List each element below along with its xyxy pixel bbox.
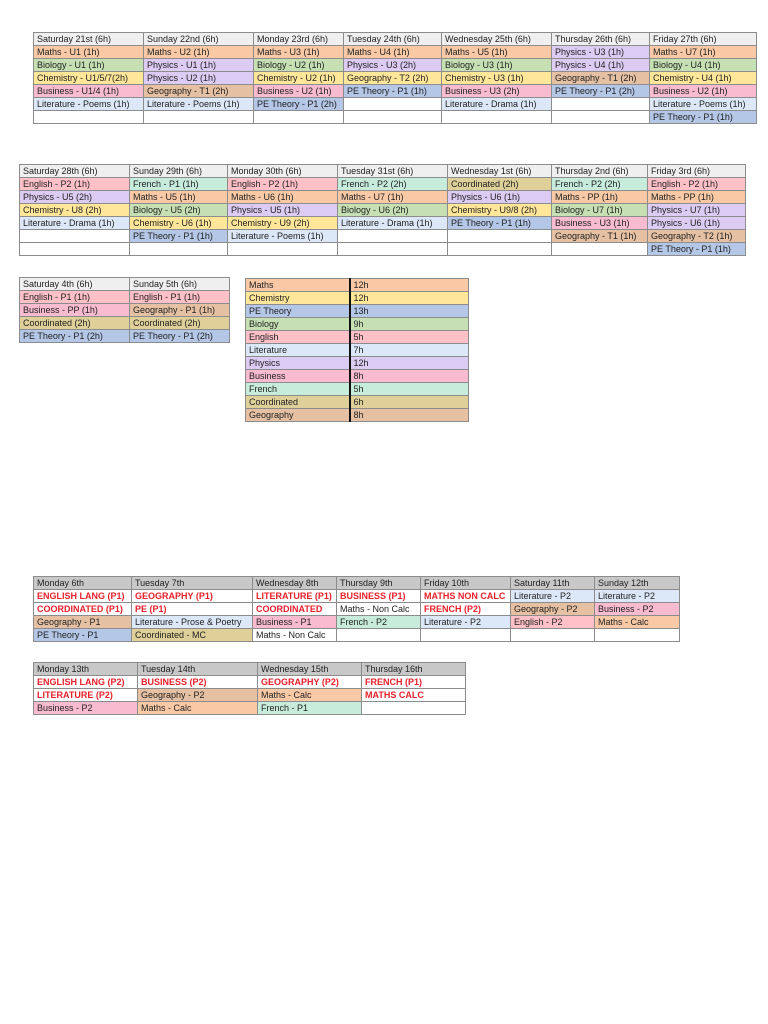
subject-hours: 9h [350, 318, 469, 331]
subject-hours: 8h [350, 409, 469, 422]
schedule-cell: Literature - Prose & Poetry [132, 616, 253, 629]
schedule-cell [362, 702, 466, 715]
day-header: Thursday 9th [337, 577, 421, 590]
schedule-cell [338, 243, 448, 256]
schedule-cell [595, 629, 680, 642]
table-row [20, 291, 230, 304]
day-header: Monday 23rd (6h) [254, 33, 344, 46]
summary-row [246, 344, 469, 357]
schedule-cell: Chemistry - U8 (2h) [20, 204, 130, 217]
day-header: Sunday 22nd (6h) [144, 33, 254, 46]
schedule-cell: Chemistry - U9 (2h) [228, 217, 338, 230]
table-row [20, 191, 746, 204]
header-row [34, 33, 757, 46]
schedule-cell: Maths - Calc [595, 616, 680, 629]
schedule-cell: Maths - U4 (1h) [344, 46, 442, 59]
subject-name: Business [246, 370, 350, 383]
schedule-cell: Literature - Poems (1h) [144, 98, 254, 111]
week3-revision-table [19, 277, 230, 343]
schedule-cell: Maths - U2 (1h) [144, 46, 254, 59]
subject-hours: 13h [350, 305, 469, 318]
schedule-cell: Coordinated - MC [132, 629, 253, 642]
schedule-cell: Biology - U6 (2h) [338, 204, 448, 217]
day-header: Friday 27th (6h) [650, 33, 757, 46]
subject-hours: 5h [350, 383, 469, 396]
table-row [20, 330, 230, 343]
summary-row [246, 370, 469, 383]
schedule-cell: English - P2 (1h) [228, 178, 338, 191]
schedule-cell: PE Theory - P1 [34, 629, 132, 642]
schedule-cell: Chemistry - U3 (1h) [442, 72, 552, 85]
table-row [20, 204, 746, 217]
schedule-cell: PE Theory - P1 (2h) [20, 330, 130, 343]
schedule-cell: BUSINESS (P1) [337, 590, 421, 603]
schedule-cell: French - P2 [337, 616, 421, 629]
schedule-cell: GEOGRAPHY (P2) [258, 676, 362, 689]
table-row [34, 46, 757, 59]
day-header: Monday 30th (6h) [228, 165, 338, 178]
day-header: Saturday 11th [511, 577, 595, 590]
header-row [34, 577, 680, 590]
day-header: Monday 13th [34, 663, 138, 676]
subject-hours: 7h [350, 344, 469, 357]
summary-row [246, 305, 469, 318]
schedule-cell: Geography - P2 [138, 689, 258, 702]
schedule-cell: PE Theory - P1 (2h) [130, 330, 230, 343]
subject-name: Maths [246, 279, 350, 292]
schedule-cell: Business - P1 [253, 616, 337, 629]
subject-hours-summary [245, 278, 469, 422]
schedule-cell: Literature - Poems (1h) [228, 230, 338, 243]
schedule-cell: Literature - Drama (1h) [338, 217, 448, 230]
schedule-cell [228, 243, 338, 256]
schedule-cell [344, 111, 442, 124]
day-header: Sunday 29th (6h) [130, 165, 228, 178]
header-row [20, 278, 230, 291]
schedule-cell: MATHS NON CALC [421, 590, 511, 603]
day-header: Sunday 12th [595, 577, 680, 590]
schedule-cell: ENGLISH LANG (P1) [34, 590, 132, 603]
table-row [34, 603, 680, 616]
day-header: Friday 3rd (6h) [648, 165, 746, 178]
day-header: Thursday 26th (6h) [552, 33, 650, 46]
schedule-cell: Physics - U4 (1h) [552, 59, 650, 72]
schedule-cell: MATHS CALC [362, 689, 466, 702]
schedule-cell: Chemistry - U1/5/7(2h) [34, 72, 144, 85]
schedule-cell [337, 629, 421, 642]
header-row [20, 165, 746, 178]
schedule-cell: PE Theory - P1 (2h) [254, 98, 344, 111]
schedule-cell: French - P2 (2h) [338, 178, 448, 191]
schedule-cell: GEOGRAPHY (P1) [132, 590, 253, 603]
day-header: Wednesday 8th [253, 577, 337, 590]
subject-name: Biology [246, 318, 350, 331]
subject-name: French [246, 383, 350, 396]
schedule-cell: ENGLISH LANG (P2) [34, 676, 138, 689]
schedule-cell: Business - U3 (1h) [552, 217, 648, 230]
schedule-cell: French - P2 (2h) [552, 178, 648, 191]
schedule-cell: Literature - Poems (1h) [650, 98, 757, 111]
schedule-cell: Chemistry - U2 (1h) [254, 72, 344, 85]
schedule-cell [552, 98, 650, 111]
schedule-cell [34, 111, 144, 124]
table-row [34, 111, 757, 124]
table-row [20, 317, 230, 330]
schedule-cell: Chemistry - U9/8 (2h) [448, 204, 552, 217]
day-header: Tuesday 14th [138, 663, 258, 676]
schedule-cell: Maths - PP (1h) [648, 191, 746, 204]
day-header: Tuesday 24th (6h) [344, 33, 442, 46]
summary-row [246, 357, 469, 370]
schedule-cell: Maths - U5 (1h) [130, 191, 228, 204]
schedule-cell [254, 111, 344, 124]
schedule-cell: English - P2 (1h) [20, 178, 130, 191]
schedule-cell [448, 230, 552, 243]
schedule-cell: Maths - U7 (1h) [650, 46, 757, 59]
schedule-cell: LITERATURE (P1) [253, 590, 337, 603]
schedule-cell: PE Theory - P1 (1h) [344, 85, 442, 98]
table-row [20, 230, 746, 243]
schedule-cell: FRENCH (P2) [421, 603, 511, 616]
schedule-cell: Maths - Non Calc [253, 629, 337, 642]
schedule-cell: PE Theory - P1 (2h) [552, 85, 650, 98]
schedule-cell: Geography - T1 (1h) [552, 230, 648, 243]
summary-row [246, 383, 469, 396]
schedule-cell: LITERATURE (P2) [34, 689, 138, 702]
table-row [34, 629, 680, 642]
schedule-cell: Business - U3 (2h) [442, 85, 552, 98]
day-header: Saturday 28th (6h) [20, 165, 130, 178]
day-header: Sunday 5th (6h) [130, 278, 230, 291]
schedule-cell: Physics - U1 (1h) [144, 59, 254, 72]
schedule-cell: BUSINESS (P2) [138, 676, 258, 689]
schedule-cell: Geography - T2 (2h) [344, 72, 442, 85]
summary-row [246, 318, 469, 331]
summary-row [246, 279, 469, 292]
exam-schedule-week2 [33, 662, 466, 715]
summary-row [246, 292, 469, 305]
schedule-cell: PE (P1) [132, 603, 253, 616]
schedule-cell: PE Theory - P1 (1h) [648, 243, 746, 256]
schedule-cell: Physics - U5 (1h) [228, 204, 338, 217]
schedule-cell: Maths - PP (1h) [552, 191, 648, 204]
schedule-cell: Maths - U1 (1h) [34, 46, 144, 59]
schedule-cell: English - P2 (1h) [648, 178, 746, 191]
schedule-cell: French - P1 [258, 702, 362, 715]
subject-name: Chemistry [246, 292, 350, 305]
schedule-cell [144, 111, 254, 124]
schedule-cell: PE Theory - P1 (1h) [130, 230, 228, 243]
schedule-cell: Geography - P1 [34, 616, 132, 629]
schedule-cell [442, 111, 552, 124]
schedule-cell: COORDINATED (P1) [34, 603, 132, 616]
schedule-cell: Physics - U6 (1h) [648, 217, 746, 230]
schedule-cell: English - P1 (1h) [20, 291, 130, 304]
schedule-cell [552, 111, 650, 124]
schedule-cell: Geography - T1 (2h) [552, 72, 650, 85]
table-row [34, 616, 680, 629]
schedule-cell: Coordinated (2h) [130, 317, 230, 330]
table-row [20, 304, 230, 317]
schedule-cell: Physics - U5 (2h) [20, 191, 130, 204]
table-row [34, 72, 757, 85]
subject-name: PE Theory [246, 305, 350, 318]
day-header: Monday 6th [34, 577, 132, 590]
week2-revision-table [19, 164, 746, 256]
schedule-cell: FRENCH (P1) [362, 676, 466, 689]
summary-row [246, 409, 469, 422]
schedule-cell: Business - U2 (1h) [650, 85, 757, 98]
schedule-cell: Biology - U5 (2h) [130, 204, 228, 217]
schedule-cell: Maths - Non Calc [337, 603, 421, 616]
schedule-cell: Physics - U3 (1h) [552, 46, 650, 59]
subject-name: Coordinated [246, 396, 350, 409]
schedule-cell: Literature - P2 [595, 590, 680, 603]
schedule-cell: PE Theory - P1 (1h) [448, 217, 552, 230]
day-header: Tuesday 31st (6h) [338, 165, 448, 178]
subject-hours: 6h [350, 396, 469, 409]
schedule-cell: Literature - Poems (1h) [34, 98, 144, 111]
schedule-cell: Biology - U1 (1h) [34, 59, 144, 72]
schedule-cell: Literature - P2 [511, 590, 595, 603]
schedule-cell: COORDINATED [253, 603, 337, 616]
summary-row [246, 331, 469, 344]
schedule-cell: Literature - P2 [421, 616, 511, 629]
schedule-cell: Geography - P1 (1h) [130, 304, 230, 317]
schedule-cell: Chemistry - U6 (1h) [130, 217, 228, 230]
schedule-cell [448, 243, 552, 256]
schedule-cell [552, 243, 648, 256]
table-row [20, 217, 746, 230]
schedule-cell: Physics - U2 (1h) [144, 72, 254, 85]
summary-row [246, 396, 469, 409]
schedule-cell: Maths - U3 (1h) [254, 46, 344, 59]
schedule-cell: Physics - U7 (1h) [648, 204, 746, 217]
table-row [34, 59, 757, 72]
schedule-cell: French - P1 (1h) [130, 178, 228, 191]
schedule-cell [344, 98, 442, 111]
schedule-cell [20, 243, 130, 256]
schedule-cell: Coordinated (2h) [20, 317, 130, 330]
schedule-cell: Chemistry - U4 (1h) [650, 72, 757, 85]
schedule-cell: Biology - U7 (1h) [552, 204, 648, 217]
schedule-cell: Physics - U6 (1h) [448, 191, 552, 204]
table-row [20, 178, 746, 191]
table-row [34, 98, 757, 111]
subject-name: Literature [246, 344, 350, 357]
schedule-cell: Physics - U3 (2h) [344, 59, 442, 72]
schedule-cell [338, 230, 448, 243]
day-header: Tuesday 7th [132, 577, 253, 590]
table-row [34, 590, 680, 603]
schedule-cell: Geography - T1 (2h) [144, 85, 254, 98]
header-row [34, 663, 466, 676]
schedule-cell: English - P2 [511, 616, 595, 629]
schedule-cell: Maths - U5 (1h) [442, 46, 552, 59]
schedule-cell: Business - PP (1h) [20, 304, 130, 317]
subject-name: Geography [246, 409, 350, 422]
schedule-cell: Maths - U6 (1h) [228, 191, 338, 204]
day-header: Thursday 16th [362, 663, 466, 676]
day-header: Wednesday 15th [258, 663, 362, 676]
schedule-cell: Business - U2 (1h) [254, 85, 344, 98]
subject-hours: 12h [350, 357, 469, 370]
subject-hours: 12h [350, 292, 469, 305]
subject-hours: 12h [350, 279, 469, 292]
schedule-cell: Biology - U2 (1h) [254, 59, 344, 72]
schedule-cell: Literature - Drama (1h) [442, 98, 552, 111]
day-header: Thursday 2nd (6h) [552, 165, 648, 178]
table-row [34, 676, 466, 689]
table-row [34, 85, 757, 98]
day-header: Wednesday 1st (6h) [448, 165, 552, 178]
day-header: Friday 10th [421, 577, 511, 590]
table-row [20, 243, 746, 256]
week1-revision-table [33, 32, 757, 124]
schedule-cell: Maths - Calc [258, 689, 362, 702]
day-header: Saturday 21st (6h) [34, 33, 144, 46]
schedule-cell: Business - U1/4 (1h) [34, 85, 144, 98]
schedule-cell: Biology - U3 (1h) [442, 59, 552, 72]
schedule-cell: Maths - Calc [138, 702, 258, 715]
schedule-cell: Business - P2 [34, 702, 138, 715]
schedule-cell: Coordinated (2h) [448, 178, 552, 191]
schedule-cell: Geography - T2 (1h) [648, 230, 746, 243]
schedule-cell: Biology - U4 (1h) [650, 59, 757, 72]
schedule-cell: PE Theory - P1 (1h) [650, 111, 757, 124]
subject-name: English [246, 331, 350, 344]
exam-schedule-week1 [33, 576, 680, 642]
schedule-cell [20, 230, 130, 243]
schedule-cell: English - P1 (1h) [130, 291, 230, 304]
schedule-cell [130, 243, 228, 256]
subject-name: Physics [246, 357, 350, 370]
table-row [34, 689, 466, 702]
schedule-cell [511, 629, 595, 642]
schedule-cell [421, 629, 511, 642]
day-header: Wednesday 25th (6h) [442, 33, 552, 46]
subject-hours: 8h [350, 370, 469, 383]
schedule-cell: Literature - Drama (1h) [20, 217, 130, 230]
schedule-cell: Maths - U7 (1h) [338, 191, 448, 204]
schedule-cell: Geography - P2 [511, 603, 595, 616]
day-header: Saturday 4th (6h) [20, 278, 130, 291]
subject-hours: 5h [350, 331, 469, 344]
table-row [34, 702, 466, 715]
schedule-cell: Business - P2 [595, 603, 680, 616]
